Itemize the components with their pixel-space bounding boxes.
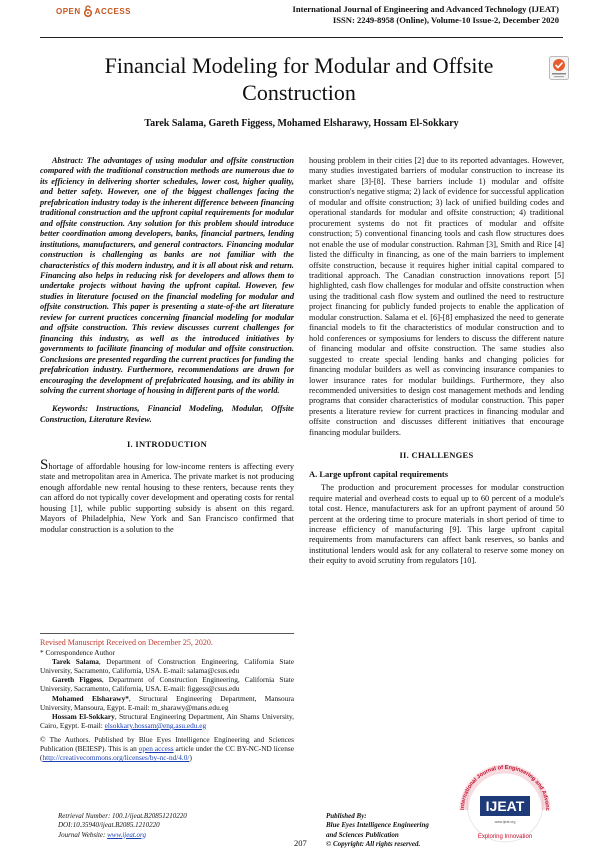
author-affiliation-2 bbox=[40, 675, 294, 693]
affiliation-text-2: , Department of Construction Engineering, California State University, Sacramento, California, USA. E-mail: figgess@csus.edu bbox=[40, 675, 294, 694]
journal-header bbox=[199, 4, 559, 26]
open-access-lock-icon bbox=[83, 5, 93, 17]
website-label: Journal Website: bbox=[58, 830, 108, 839]
license-text-2: article under the CC BY-NC-ND license ( bbox=[40, 744, 294, 763]
left-column bbox=[40, 156, 294, 535]
author-name-1: Tarek Salama bbox=[52, 657, 99, 667]
publisher-name-2: and Sciences Publication bbox=[326, 830, 399, 839]
header-rule bbox=[40, 37, 563, 38]
author-list: Tarek Salama, Gareth Figgess, Mohamed Elsharawy, Hossam El-Sokkary bbox=[144, 118, 459, 129]
doi: DOI:10.35940/ijeat.B2085.1210220 bbox=[58, 821, 160, 830]
publisher-name-1: Blue Eyes Intelligence Engineering bbox=[326, 821, 429, 830]
author-name-3: Mohamed Elsharawy* bbox=[52, 693, 129, 703]
subsection-heading: A. Large upfront capital requirements bbox=[309, 468, 449, 479]
footer-publisher bbox=[326, 812, 429, 849]
journal-name: International Journal of Engineering and Advanced Technology (IJEAT) bbox=[292, 4, 559, 14]
author-affiliation-4 bbox=[40, 712, 294, 730]
intro-paragraph bbox=[40, 456, 294, 535]
affiliation-text-3: , Structural Engineering Department, Mansoura University, Mansoura, Egypt. E-mail: m_sharawy@mans.edu.eg bbox=[40, 693, 294, 712]
journal-website bbox=[58, 831, 187, 840]
footnotes bbox=[40, 638, 294, 762]
retrieval-number: Retrieval Number: 100.1/ijeat.B20851210220 bbox=[58, 812, 187, 820]
abstract: Abstract: The advantages of using modular and offsite construction compared with the traditional construction methods are numerous due to its efficiency in delivering shorter schedules, lower cost, higher quality, and better safety. However, one of the biggest challenges facing the prefabrication industry today is the inherent difference between financing traditional construction and the upfront capital requirements for modular and offsite construction. Any solution for this problem should introduce better coordination among developers, banks, financial partners, lending institutions, manufacturers, and general contractors. Financing modular construction is challenging as banks are not familiar with the characteristics of this modern industry, and it is all about risk and return. Financing also helps in reducing risk for developers and allows them to undertake projects without having the upfront capital. However, few studies in literature focused on the financial modeling for modular and offsite construction. This paper is presenting a state-of-the art literature review for current practices concerning financial modeling for modular and offsite construction. This review discusses current challenges for financing this industry, as well as the introduced initiatives by governments to facilitate financing of modular and offsite construction. Conclusions are presented regarding the current practices for funding the prefabrication industry. Furthermore, recommendations are drawn for encouraging the development of prefabricated housing, and its ability in solving the current shortage of housing in different parts of the world. bbox=[40, 156, 294, 395]
section-heading-challenges: II. CHALLENGES bbox=[399, 450, 474, 461]
open-access-link[interactable]: open access bbox=[138, 744, 174, 754]
logo-tagline: Exploring Innovation bbox=[477, 834, 533, 840]
open-access-logo bbox=[56, 5, 131, 17]
open-access-text-right: ACCESS bbox=[94, 6, 132, 16]
copyright: © Copyright: All rights reserved. bbox=[326, 839, 421, 848]
paper-title: Financial Modeling for Modular and Offsite Construction bbox=[104, 53, 494, 105]
license-text-3: ) bbox=[189, 753, 192, 763]
challenges-paragraph: The production and procurement processes for modular construction require material and overhead costs to equal up to 60 percent of a module's total cost. Hence, manufacturers ask for an upfront payment of around 50 percent at the ordering time to procure materials in short period of time to increase efficiency of manufacturing [9]. This large upfront capital requirements from manufacturers can affect bank reserves, so banks and institutional lenders would ask for any collateral to reserve some money on their equity to avoid scrutiny from regulators [10]. bbox=[309, 483, 564, 566]
footer-retrieval bbox=[58, 812, 187, 840]
author-name-4: Hossam El-Sokkary bbox=[52, 711, 115, 721]
license-url-link[interactable]: http://creativecommons.org/licenses/by-nc-nd/4.0/ bbox=[42, 753, 190, 763]
check-for-updates-badge[interactable] bbox=[549, 56, 569, 80]
published-by: Published By: bbox=[326, 812, 367, 820]
ijeat-logo bbox=[450, 758, 560, 848]
author-email-link[interactable]: elsokkary.hossam@eng.asu.edu.eg bbox=[104, 720, 207, 730]
affiliation-text-4: , Structural Engineering Department, Ain Shams University, Cairo, Egypt. E-mail: bbox=[40, 711, 294, 730]
section-heading-introduction: I. INTRODUCTION bbox=[126, 439, 208, 450]
footnote-rule bbox=[40, 633, 294, 634]
drop-cap: S bbox=[40, 456, 49, 473]
keywords: Keywords: Instructions, Financial Modeling, Modular, Offsite Construction, Literature Review. bbox=[40, 404, 294, 424]
journal-issn: ISSN: 2249-8958 (Online), Volume-10 Issue-2, December 2020 bbox=[332, 15, 559, 25]
author-affiliation-1 bbox=[40, 657, 294, 675]
license-notice bbox=[40, 735, 294, 762]
author-affiliation-3 bbox=[40, 694, 294, 712]
logo-site: www.ijeat.org bbox=[494, 820, 516, 824]
logo-name: IJEAT bbox=[485, 798, 525, 814]
license-text-1: © The Authors. Published by Blue Eyes Intelligence Engineering and Sciences Publication (BEIESP). This is an bbox=[40, 734, 294, 754]
correspondence-note: * Correspondence Author bbox=[40, 648, 115, 658]
right-column bbox=[309, 156, 564, 567]
intro-continued: housing problem in their cities [2] due to its reported advantages. However, many studies investigated barriers of modular construction to increase its market share [3]-[8]. These barriers include 1) modular and offsite construction's negative stigma; 2) lack of evidence for successful application of modular and offsite construction; 3) lack of unified building codes and operational standards for modular and offsite construction; 4) traditional procurement systems do not fit practices of modular and offsite construction; 5) conventional financing tools and cash flow structures does not enable the use of modular construction. Rahman [3], Smith and Rice [4] listed the difficulty in financing, as one of the main barriers to implement offsite construction, because it requires higher initial capital compared to traditional approach. The Canadian construction innovations report [5] highlighted, cash flow challenges for modular and offsite construction when using the traditional cash flow system and outlined the need to restructure project financing for publicly funded projects to enable the application of modular construction. Salama et el. [6]-[8] emphasized the need to generate financial models to fit the characteristics of modular construction and to hold conferences or symposiums for lenders to discuss the different nature of financing modular and offsite construction. The same studies also suggested to create special lending banks and changing policies for financing modular builders as well as convincing insurance companies to lower insurance rates for modular buildings. Furthermore, they also recommended universities to design cost management methods and lending programs that consider characteristics of modular construction. This paper presents a literature review for current practices in financing modular and offsite construction and discusses different initiatives that encourage financing modular builders. bbox=[309, 156, 564, 437]
open-access-text-left: OPEN bbox=[56, 6, 81, 16]
logo-ring-text: International Journal of Engineering and Advanc bbox=[459, 764, 551, 811]
author-name-2: Gareth Figgess bbox=[52, 675, 102, 685]
intro-text: hortage of affordable housing for low-income renters is affecting every state and metropolitan area in America. The private market is not producing enough affordable new rental housing to these renters, because rents they can afford do not typically cover development and operating costs for rental housing [1], while public supporting subsidy is absent on this regard. Mayors of Philadelphia, New York and San Francisco confirmed that modular construction is a solution to the bbox=[40, 461, 294, 534]
affiliation-text-1: , Department of Construction Engineering, California State University, Sacramento, California, USA. E-mail: salama@csus.edu bbox=[40, 657, 294, 676]
website-link[interactable]: www.ijeat.org bbox=[107, 830, 147, 839]
revised-date: Revised Manuscript Received on December 25, 2020. bbox=[40, 638, 213, 647]
page-number: 207 bbox=[294, 838, 307, 848]
